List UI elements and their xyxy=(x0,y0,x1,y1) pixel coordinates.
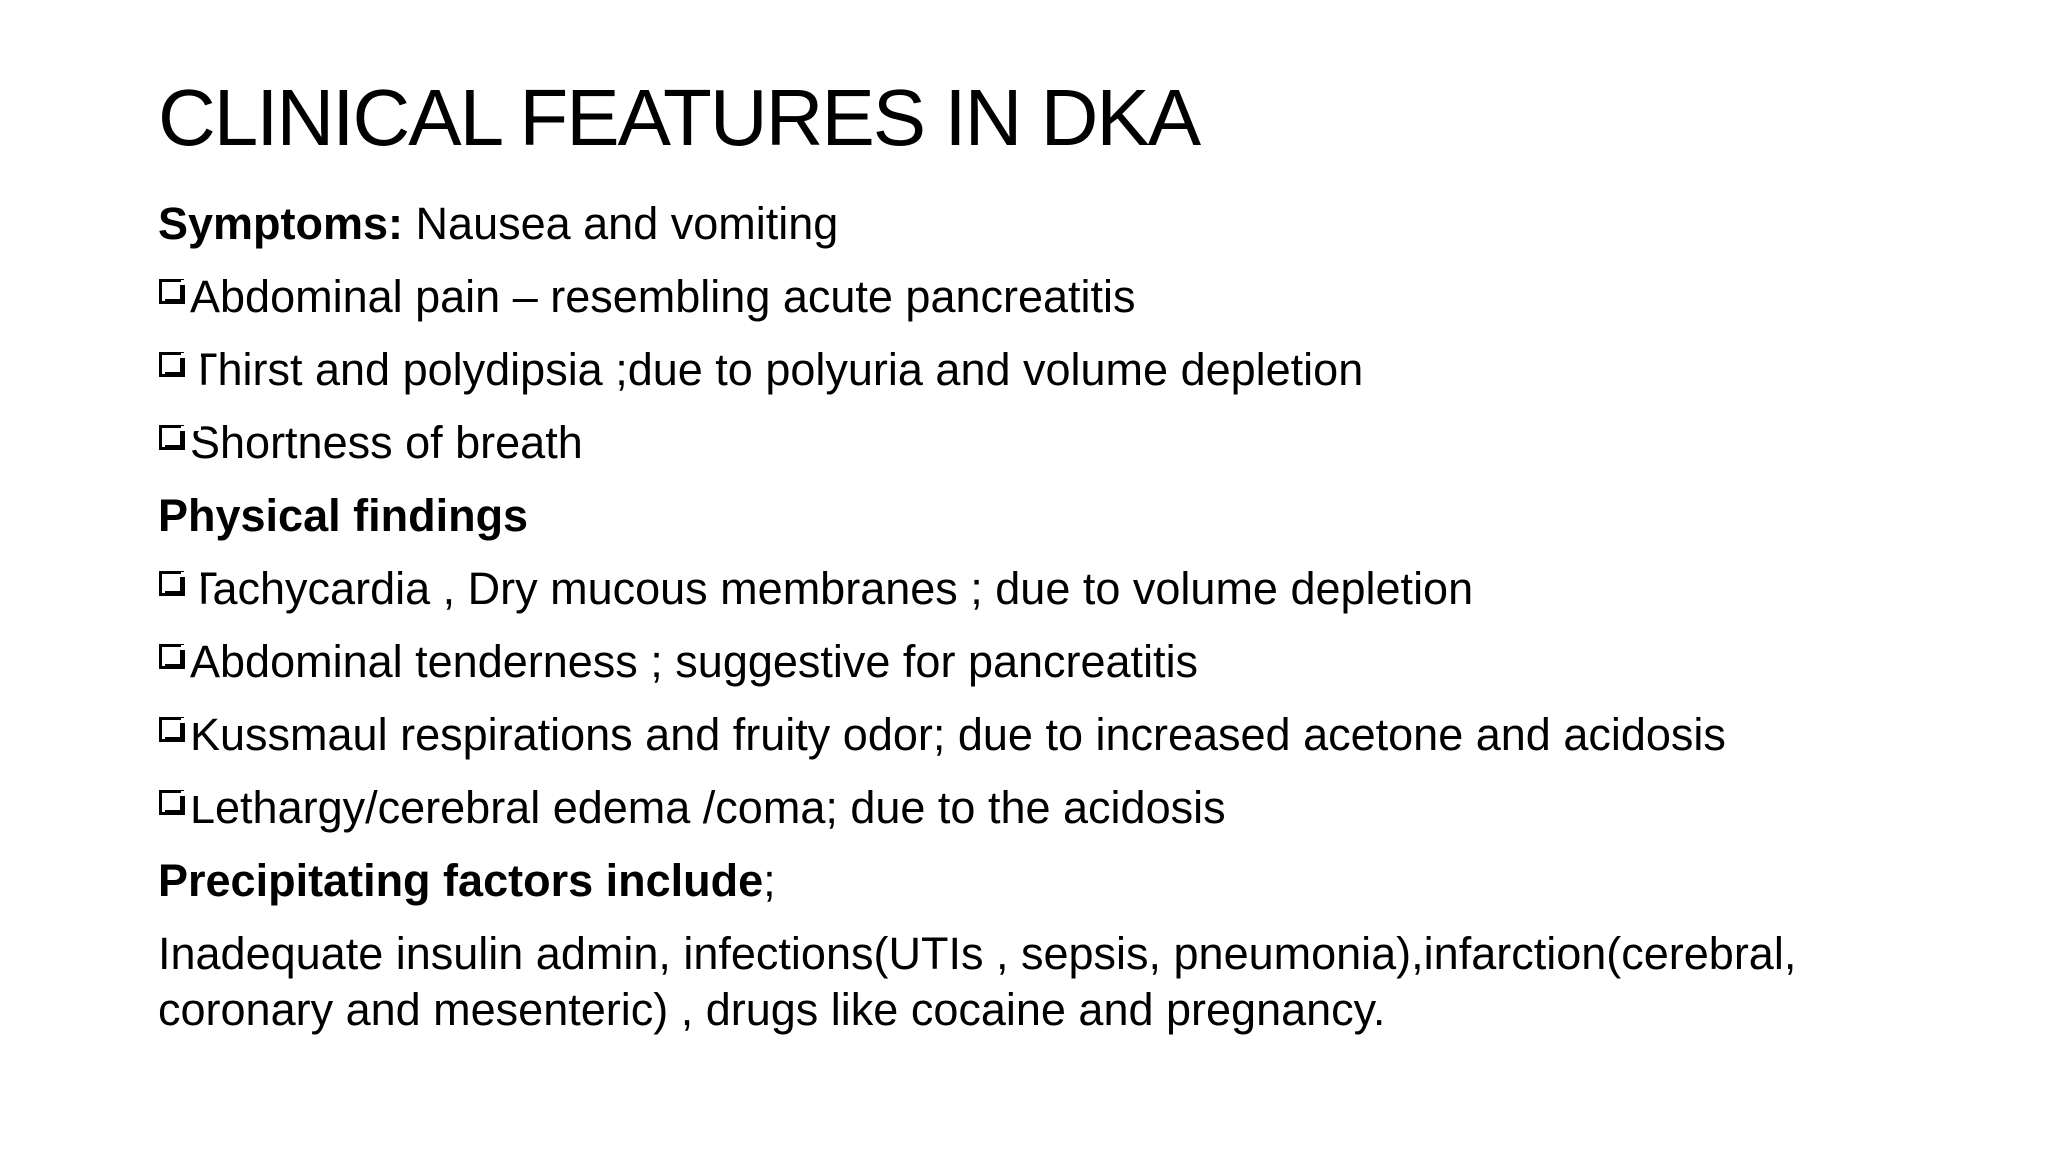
bullet-item xyxy=(158,707,1918,763)
checkbox-bullet-icon xyxy=(158,570,188,606)
checkbox-bullet-icon xyxy=(158,351,188,387)
checkbox-bullet-icon xyxy=(158,643,188,679)
slide-content xyxy=(158,196,1918,1055)
checkbox-bullet-icon xyxy=(158,424,188,460)
precipitating-line xyxy=(158,853,1918,909)
slide-title: CLINICAL FEATURES IN DKA xyxy=(158,73,1200,162)
precipitating-text: Inadequate insulin admin, infections(UTIs , sepsis, pneumonia),infarction(cerebral, coronary and mesenteric) , drugs like cocaine and pregnancy. xyxy=(158,928,1797,1035)
bullet-item xyxy=(158,269,1918,325)
bullet-item xyxy=(158,415,1918,471)
bullet-text: Thirst and polydipsia ;due to polyuria and volume depletion xyxy=(190,344,1364,395)
physical-findings-heading: Physical findings xyxy=(158,490,529,541)
bullet-text: Lethargy/cerebral edema /coma; due to the acidosis xyxy=(190,782,1226,833)
precipitating-heading: Precipitating factors include xyxy=(158,855,764,906)
bullet-item xyxy=(158,634,1918,690)
bullet-text: Shortness of breath xyxy=(190,417,583,468)
bullet-text: Abdominal pain – resembling acute pancreatitis xyxy=(190,271,1136,322)
symptoms-line xyxy=(158,196,1918,252)
bullet-text: Kussmaul respirations and fruity odor; due to increased acetone and acidosis xyxy=(190,709,1726,760)
bullet-item xyxy=(158,780,1918,836)
checkbox-bullet-icon xyxy=(158,278,188,314)
precipitating-suffix: ; xyxy=(763,855,776,906)
checkbox-bullet-icon xyxy=(158,716,188,752)
checkbox-bullet-icon xyxy=(158,789,188,825)
symptoms-heading: Symptoms: xyxy=(158,198,404,249)
bullet-item xyxy=(158,561,1918,617)
bullet-item xyxy=(158,342,1918,398)
bullet-text: Abdominal tenderness ; suggestive for pancreatitis xyxy=(190,636,1199,687)
symptoms-text: Nausea and vomiting xyxy=(403,198,839,249)
bullet-text: Tachycardia , Dry mucous membranes ; due to volume depletion xyxy=(190,563,1474,614)
